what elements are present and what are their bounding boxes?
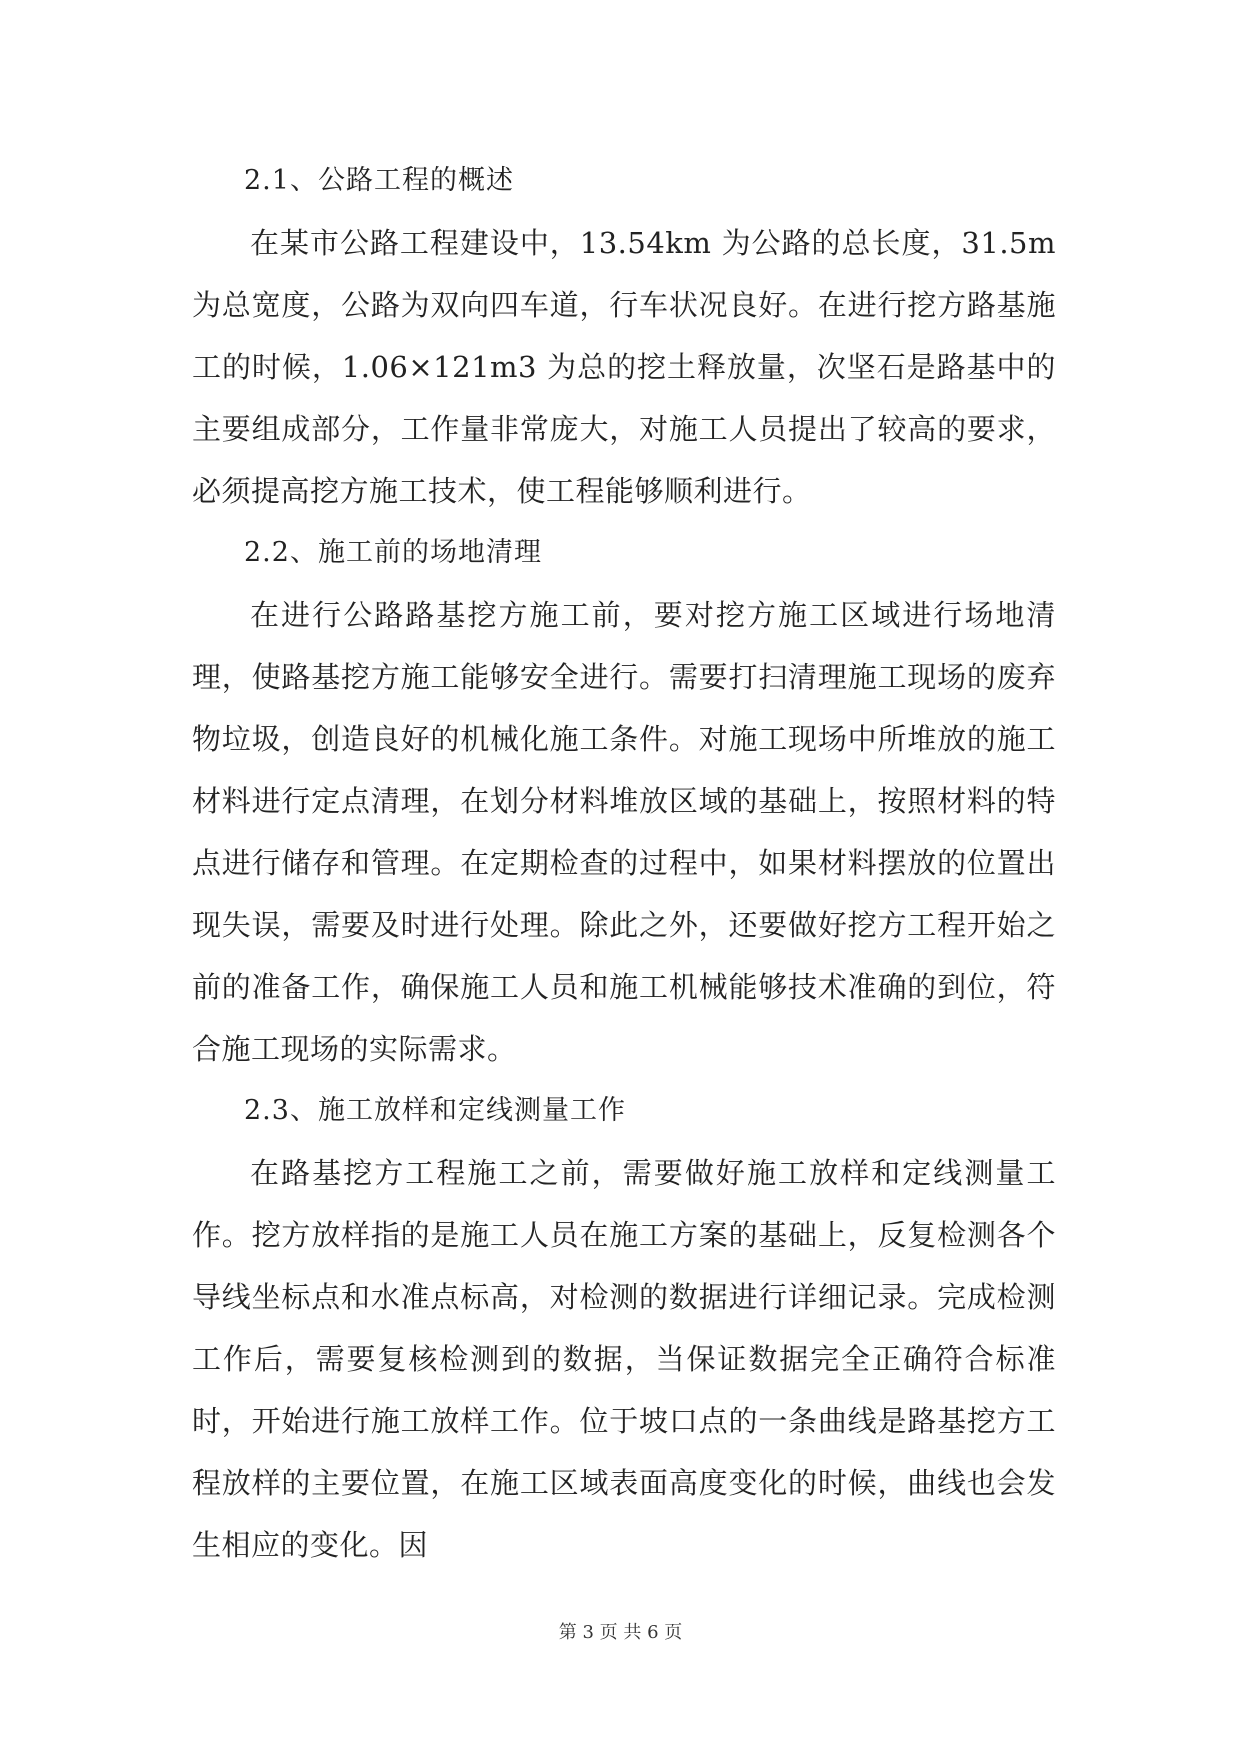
page-number-footer: 第 3 页 共 6 页 [558, 1622, 683, 1643]
section-paragraph-2-2: 在进行公路路基挖方施工前，要对挖方施工区域进行场地清理，使路基挖方施工能够安全进行。需要打扫清理施工现场的废弃物垃圾，创造良好的机械化施工条件。对施工现场中所堆放的施工材料进行定点清理，在划分材料堆放区域的基础上，按照材料的特点进行储存和管理。在定期检查的过程中，如果材料摆放的位置出现失误，需要及时进行处理。除此之外，还要做好挖方工程开始之前的准备工作，确保施工人员和施工机械能够技术准确的到位，符合施工现场的实际需求。 [192, 598, 1056, 1066]
section-heading-2-1: 2.1、公路工程的概述 [244, 165, 514, 196]
section-paragraph-2-3: 在路基挖方工程施工之前，需要做好施工放样和定线测量工作。挖方放样指的是施工人员在施工方案的基础上，反复检测各个导线坐标点和水准点标高，对检测的数据进行详细记录。完成检测工作后，需要复核检测到的数据，当保证数据完全正确符合标准时，开始进行施工放样工作。位于坡口点的一条曲线是路基挖方工程放样的主要位置，在施工区域表面高度变化的时候，曲线也会发生相应的变化。因 [192, 1156, 1056, 1562]
section-heading-2-3: 2.3、施工放样和定线测量工作 [244, 1095, 626, 1126]
section-heading-2-2: 2.2、施工前的场地清理 [244, 537, 542, 568]
document-body [192, 150, 1056, 1576]
section-paragraph-2-1: 在某市公路工程建设中，13.54km 为公路的总长度，31.5m 为总宽度，公路为双向四车道，行车状况良好。在进行挖方路基施工的时候，1.06×121m3 为总的挖土释放量，次坚石是路基中的主要组成部分，工作量非常庞大，对施工人员提出了较高的要求，必须提高挖方施工技术，使工程能够顺利进行。 [192, 226, 1056, 508]
